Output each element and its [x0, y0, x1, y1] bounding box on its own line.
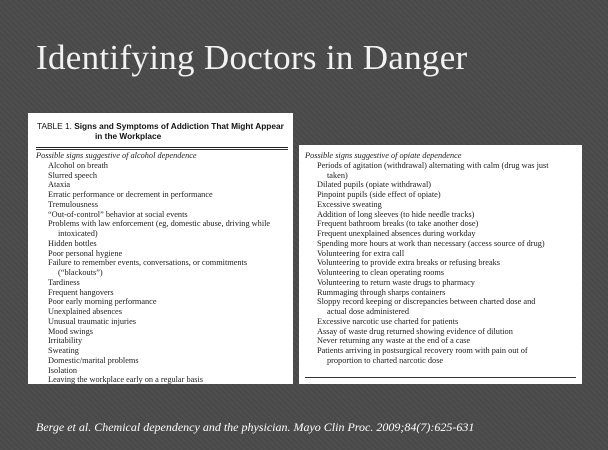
list-item-text: Excessive narcotic use charted for patients	[317, 316, 459, 326]
list-item	[305, 161, 580, 181]
list-item	[305, 268, 580, 278]
list-item-text: Pinpoint pupils (side effect of opiate)	[317, 190, 441, 199]
list-item-text: Hidden bottles	[48, 238, 97, 248]
list-item-text: Rummaging through sharps containers	[317, 287, 446, 297]
list-item-continuation: taken)	[327, 170, 348, 180]
list-item-text: Periods of agitation (withdrawal) alternating with calm (drug was just	[317, 160, 549, 170]
list-item	[36, 307, 288, 317]
list-item	[36, 180, 288, 190]
alcohol-signs-panel	[28, 113, 293, 384]
list-item-text: Irritability	[48, 336, 83, 346]
list-item-text: Volunteering for extra call	[317, 248, 405, 258]
list-item-text: Frequent bathroom breaks (to take another dose)	[317, 219, 479, 229]
list-item-text: Erratic performance or decrement in performance	[48, 190, 213, 199]
list-item	[305, 200, 580, 210]
slide-title: Identifying Doctors in Danger	[36, 38, 468, 77]
list-item	[305, 219, 580, 229]
list-item-text: Excessive sweating	[317, 199, 382, 209]
list-item	[305, 210, 580, 220]
table-label: TABLE 1.	[37, 121, 72, 131]
list-item	[36, 219, 288, 239]
list-item	[36, 171, 288, 181]
list-item	[305, 327, 580, 337]
list-item	[36, 297, 288, 307]
list-item-text: Mood swings	[48, 326, 93, 336]
list-item	[305, 278, 580, 288]
list-item	[305, 190, 580, 200]
alcohol-list	[36, 151, 288, 385]
list-item	[36, 200, 288, 210]
list-item-text: Dilated pupils (opiate withdrawal)	[317, 180, 432, 190]
list-item	[305, 288, 580, 298]
list-item	[305, 336, 580, 346]
list-item-continuation: actual dose administered	[327, 307, 410, 316]
list-item	[36, 375, 288, 385]
opiate-heading: Possible signs suggestive of opiate dependence	[305, 151, 462, 160]
list-item-text: Ataxia	[48, 180, 71, 190]
list-item-text: Unexplained absences	[48, 307, 122, 316]
list-item	[36, 258, 288, 278]
list-item	[305, 258, 580, 268]
alcohol-heading: Possible signs suggestive of alcohol dependence	[36, 151, 197, 160]
list-item-text: Frequent hangovers	[48, 287, 114, 297]
list-item	[305, 239, 580, 249]
list-item-text: Alcohol on breath	[48, 160, 108, 170]
table-title-line2: in the Workplace	[95, 131, 162, 141]
caption-rule-thin	[36, 149, 288, 150]
list-item	[36, 249, 288, 259]
list-item	[36, 366, 288, 376]
list-item	[36, 327, 288, 337]
list-item	[36, 190, 288, 200]
list-item-continuation: proportion to charted narcotic dose	[327, 355, 444, 365]
list-item-text: Spending more hours at work than necessary (access source of drug)	[317, 238, 545, 248]
table-bottom-rule	[305, 377, 576, 378]
table-title-line1: Signs and Symptoms of Addiction That Might Appear	[74, 121, 284, 131]
list-item-text: Never returning any waste at the end of a case	[317, 336, 471, 346]
list-item-text: Volunteering to provide extra breaks or refusing breaks	[317, 258, 501, 268]
list-item-text: Leaving the workplace early on a regular basis	[48, 375, 204, 385]
list-item	[305, 317, 580, 327]
list-item-text: Addition of long sleeves (to hide needle tracks)	[317, 209, 475, 219]
list-item-text: Volunteering to return waste drugs to pharmacy	[317, 277, 475, 287]
list-item-continuation: intoxicated)	[58, 229, 98, 238]
list-item-text: Problems with law enforcement (eg, domestic abuse, driving while	[48, 219, 271, 229]
list-item	[305, 297, 580, 317]
list-item-text: Sweating	[48, 346, 79, 355]
list-item	[305, 180, 580, 190]
list-item-text: Tremulousness	[48, 199, 98, 209]
list-item-text: Poor personal hygiene	[48, 248, 123, 258]
list-item-text: Isolation	[48, 365, 78, 375]
list-item-text: Failure to remember events, conversations, or commitments	[48, 258, 248, 268]
list-item-text: Frequent unexplained absences during workday	[317, 229, 476, 238]
list-item	[36, 336, 288, 346]
list-item	[36, 288, 288, 298]
list-item	[305, 229, 580, 239]
list-item	[36, 278, 288, 288]
list-item-text: Patients arriving in postsurgical recovery room with pain out of	[317, 346, 528, 355]
list-item	[305, 346, 580, 366]
list-item-text: Domestic/marital problems	[48, 355, 139, 365]
citation: Berge et al. Chemical dependency and the physician. Mayo Clin Proc. 2009;84(7):625-631	[36, 420, 475, 434]
list-item	[36, 346, 288, 356]
list-item	[36, 210, 288, 220]
caption-rule	[36, 147, 288, 148]
list-item	[36, 356, 288, 366]
list-item	[305, 249, 580, 259]
list-item-text: Assay of waste drug returned showing evidence of dilution	[317, 326, 513, 336]
list-item-text: Slurred speech	[48, 170, 98, 180]
opiate-list	[305, 151, 580, 366]
list-item-text: Tardiness	[48, 277, 80, 287]
list-item-text: Poor early morning performance	[48, 297, 157, 307]
list-item-text: Volunteering to clean operating rooms	[317, 268, 445, 277]
list-item-text: Unusual traumatic injuries	[48, 316, 137, 326]
list-item-text: Sloppy record keeping or discrepancies between charted dose and	[317, 297, 536, 307]
list-item-text: “Out-of-control” behavior at social events	[48, 209, 188, 219]
list-item	[36, 239, 288, 249]
list-item	[36, 317, 288, 327]
opiate-signs-panel	[299, 145, 582, 384]
table-caption	[37, 121, 289, 141]
list-item	[36, 161, 288, 171]
list-item-continuation: (“blackouts”)	[58, 268, 103, 277]
